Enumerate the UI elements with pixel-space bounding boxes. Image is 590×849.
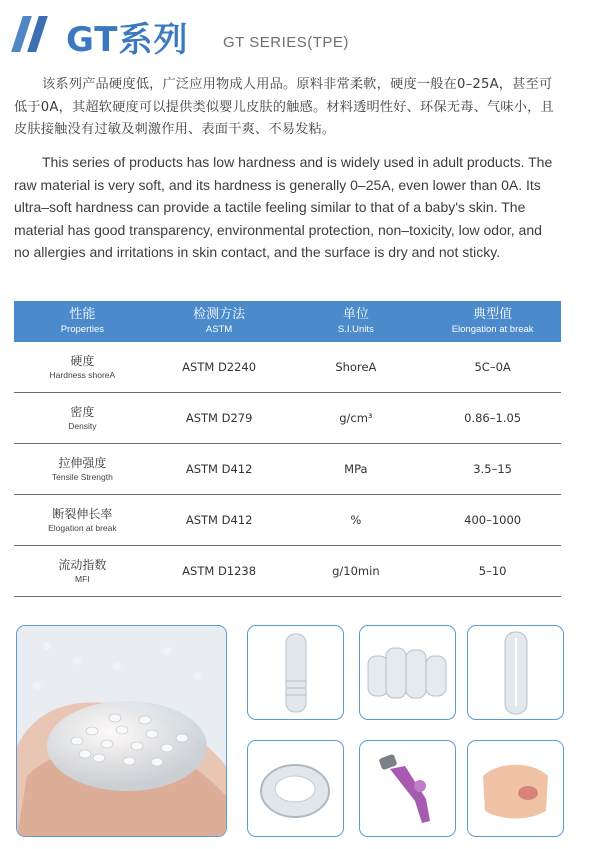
method-cell: ASTM D412 <box>185 513 253 527</box>
property-en: MFI <box>75 574 90 584</box>
pellets-in-hand-photo <box>16 625 227 837</box>
property-cell <box>14 444 151 494</box>
header-en: Elongation at break <box>451 324 534 335</box>
value-cell: 400–1000 <box>464 513 522 527</box>
value-cell: 5C–0A <box>474 360 511 374</box>
method-cell: ASTM D279 <box>185 411 253 425</box>
table-row <box>14 393 561 444</box>
product-photo-purple-device <box>359 740 456 837</box>
property-en: Tensile Strength <box>51 472 113 482</box>
property-cell <box>14 342 151 392</box>
property-cell <box>14 495 151 545</box>
method-cell: ASTM D1238 <box>182 564 257 578</box>
product-photo-clear-rings <box>359 625 456 720</box>
method-cell: ASTM D412 <box>185 462 253 476</box>
page-title: GT系列 <box>66 20 189 60</box>
page-header <box>0 0 590 70</box>
header-cn: 单位 <box>342 307 369 322</box>
header-en: ASTM <box>205 324 233 335</box>
property-cn: 硬度 <box>70 354 95 368</box>
property-cn: 拉伸强度 <box>58 456 107 470</box>
property-en: Elogation at break <box>48 523 117 533</box>
unit-cell: g/10min <box>332 564 380 578</box>
properties-table <box>14 301 561 597</box>
property-cell <box>14 393 151 443</box>
header-cn: 检测方法 <box>193 307 246 322</box>
product-photo-clear-sleeve <box>467 625 564 720</box>
unit-cell: % <box>350 513 362 527</box>
product-photo-skin-toy <box>467 740 564 837</box>
accent-stripe <box>27 16 48 52</box>
header-cn: 性能 <box>69 307 96 322</box>
header-value <box>424 301 561 342</box>
intro-chinese: 该系列产品硬度低，广泛应用物成人用品。原料非常柔軟，硬度一般在0–25A，甚至可低于0A，其超软硬度可以提供类似婴儿皮肤的触感。材料透明性好、环保无毒、气味小，且皮肤接触没有过敏及刺激作用、表面干爽、不易发粘。 <box>14 77 554 137</box>
header-en: Properties <box>60 324 105 335</box>
value-cell: 0.86–1.05 <box>464 411 522 425</box>
unit-cell: ShoreA <box>335 360 377 374</box>
intro-english: This series of products has low hardness and is widely used in adult products. The raw material is very soft, and its hardness is generally 0–25A, even lower than 0A. Its ultra–soft hardness can provide a tactile feeling similar to that of a baby's skin. The material has good transparency, environmental protection, non–toxicity, low odor, and no allergies and irritations in skin contact, and the surface is dry and not sticky. <box>14 154 553 260</box>
property-en: Hardness shoreA <box>49 370 116 380</box>
product-photo-ring <box>247 740 344 837</box>
value-cell: 3.5–15 <box>473 462 512 476</box>
table-row <box>14 495 561 546</box>
unit-cell: g/cm³ <box>339 411 373 425</box>
value-cell: 5–10 <box>478 564 507 578</box>
property-cell <box>14 546 151 596</box>
table-header <box>14 301 561 342</box>
table-row <box>14 444 561 495</box>
property-en: Density <box>68 421 97 431</box>
header-unit <box>288 301 425 342</box>
header-en: S.I.Units <box>337 324 374 335</box>
property-cn: 断裂伸长率 <box>52 507 113 521</box>
property-cn: 流动指数 <box>58 558 107 572</box>
method-cell: ASTM D2240 <box>182 360 257 374</box>
header-method <box>151 301 288 342</box>
product-photo-sleeve <box>247 625 344 720</box>
page-subtitle: GT SERIES(TPE) <box>223 34 349 51</box>
header-properties <box>14 301 151 342</box>
header-cn: 典型值 <box>473 307 513 322</box>
table-row <box>14 342 561 393</box>
unit-cell: MPa <box>344 462 368 476</box>
table-row <box>14 546 561 597</box>
property-cn: 密度 <box>70 405 95 419</box>
